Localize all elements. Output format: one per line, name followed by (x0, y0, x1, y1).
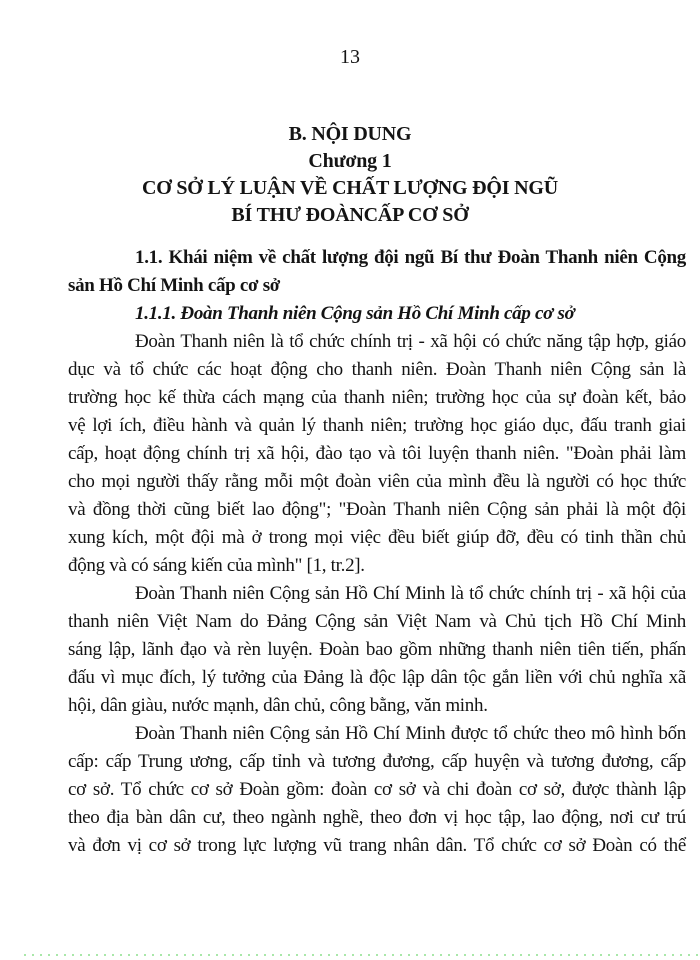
section-1-1-heading-line: 1.1. Khái niệm về chất lượng đội ngũ Bí thư Đoàn Thanh niên Cộng (135, 247, 686, 268)
body-line: Đoàn Thanh niên Cộng sản Hồ Chí Minh được tổ chức theo mô hình bốn (135, 723, 686, 744)
body-line: Đoàn Thanh niên là tổ chức chính trị - xã hội có chức năng tập hợp, giáo (135, 331, 686, 352)
body-line: vệ lợi ích, điều hành và quản lý thanh niên; trường học giáo dục, đấu tranh giai (68, 415, 686, 436)
body-line: dục và tổ chức các hoạt động cho thanh niên. Đoàn Thanh niên Cộng sản là (68, 359, 686, 380)
body-line: và đồng thời cũng biết lao động"; "Đoàn Thanh niên Cộng sản phải là một đội (68, 499, 686, 520)
body-line: cấp: cấp Trung ương, cấp tỉnh và tương đương, cấp huyện và tương đương, cấp (68, 751, 686, 772)
section-1-1-heading-line: sản Hồ Chí Minh cấp cơ sở (68, 275, 281, 296)
body-line: thanh niên Việt Nam do Đảng Cộng sản Việt Nam và Chủ tịch Hồ Chí Minh (68, 611, 686, 632)
chapter-title-line-2: BÍ THƯ ĐOÀNCẤP CƠ SỞ (231, 204, 469, 226)
page-number: 13 (340, 46, 360, 68)
page-bottom-dotted-line (24, 954, 698, 956)
body-line: hội, dân giàu, nước mạnh, dân chủ, công bằng, văn minh. (68, 695, 488, 716)
body-line: và đơn vị cơ sở trong lực lượng vũ trang nhân dân. Tổ chức cơ sở Đoàn có thể (68, 835, 686, 856)
body-line: sáng lập, lãnh đạo và rèn luyện. Đoàn bao gồm những thanh niên tiên tiến, phấn (68, 639, 686, 660)
body-line: theo địa bàn dân cư, theo ngành nghề, theo đơn vị học tập, lao động, nơi cư trú (68, 807, 686, 828)
body-line: Đoàn Thanh niên Cộng sản Hồ Chí Minh là tổ chức chính trị - xã hội của (135, 583, 686, 604)
body-line: cấp, hoạt động chính trị xã hội, đào tạo và tôi luyện thanh niên. "Đoàn phải làm (68, 443, 686, 464)
chapter-title-line-1: CƠ SỞ LÝ LUẬN VỀ CHẤT LƯỢNG ĐỘI NGŨ (141, 177, 559, 199)
section-1-1-1-heading: 1.1.1. Đoàn Thanh niên Cộng sản Hồ Chí Minh cấp cơ sở (135, 303, 575, 324)
body-line: đấu vì mục đích, lý tưởng của Đảng là độc lập dân tộc gắn liền với chủ nghĩa xã (68, 667, 686, 688)
document-body (68, 244, 686, 860)
chapter-label: Chương 1 (308, 150, 392, 172)
part-title: B. NỘI DUNG (288, 123, 412, 145)
body-line: trường học kế thừa cách mạng của thanh niên; trường học của sự đoàn kết, bảo (68, 387, 686, 408)
chapter-heading-block (0, 121, 700, 229)
body-line: cơ sở. Tổ chức cơ sở Đoàn gồm: đoàn cơ sở và chi đoàn cơ sở, được thành lập (68, 779, 686, 800)
body-line: xung kích, một đội mà ở trong mọi việc đều biết giúp đỡ, đều có tinh thần chủ (68, 527, 686, 548)
body-line: động và có sáng kiến của mình" [1, tr.2]. (68, 555, 365, 576)
body-line: cho mọi người thấy rằng mỗi một đoàn viên của mình đều là người có học thức (68, 471, 686, 492)
